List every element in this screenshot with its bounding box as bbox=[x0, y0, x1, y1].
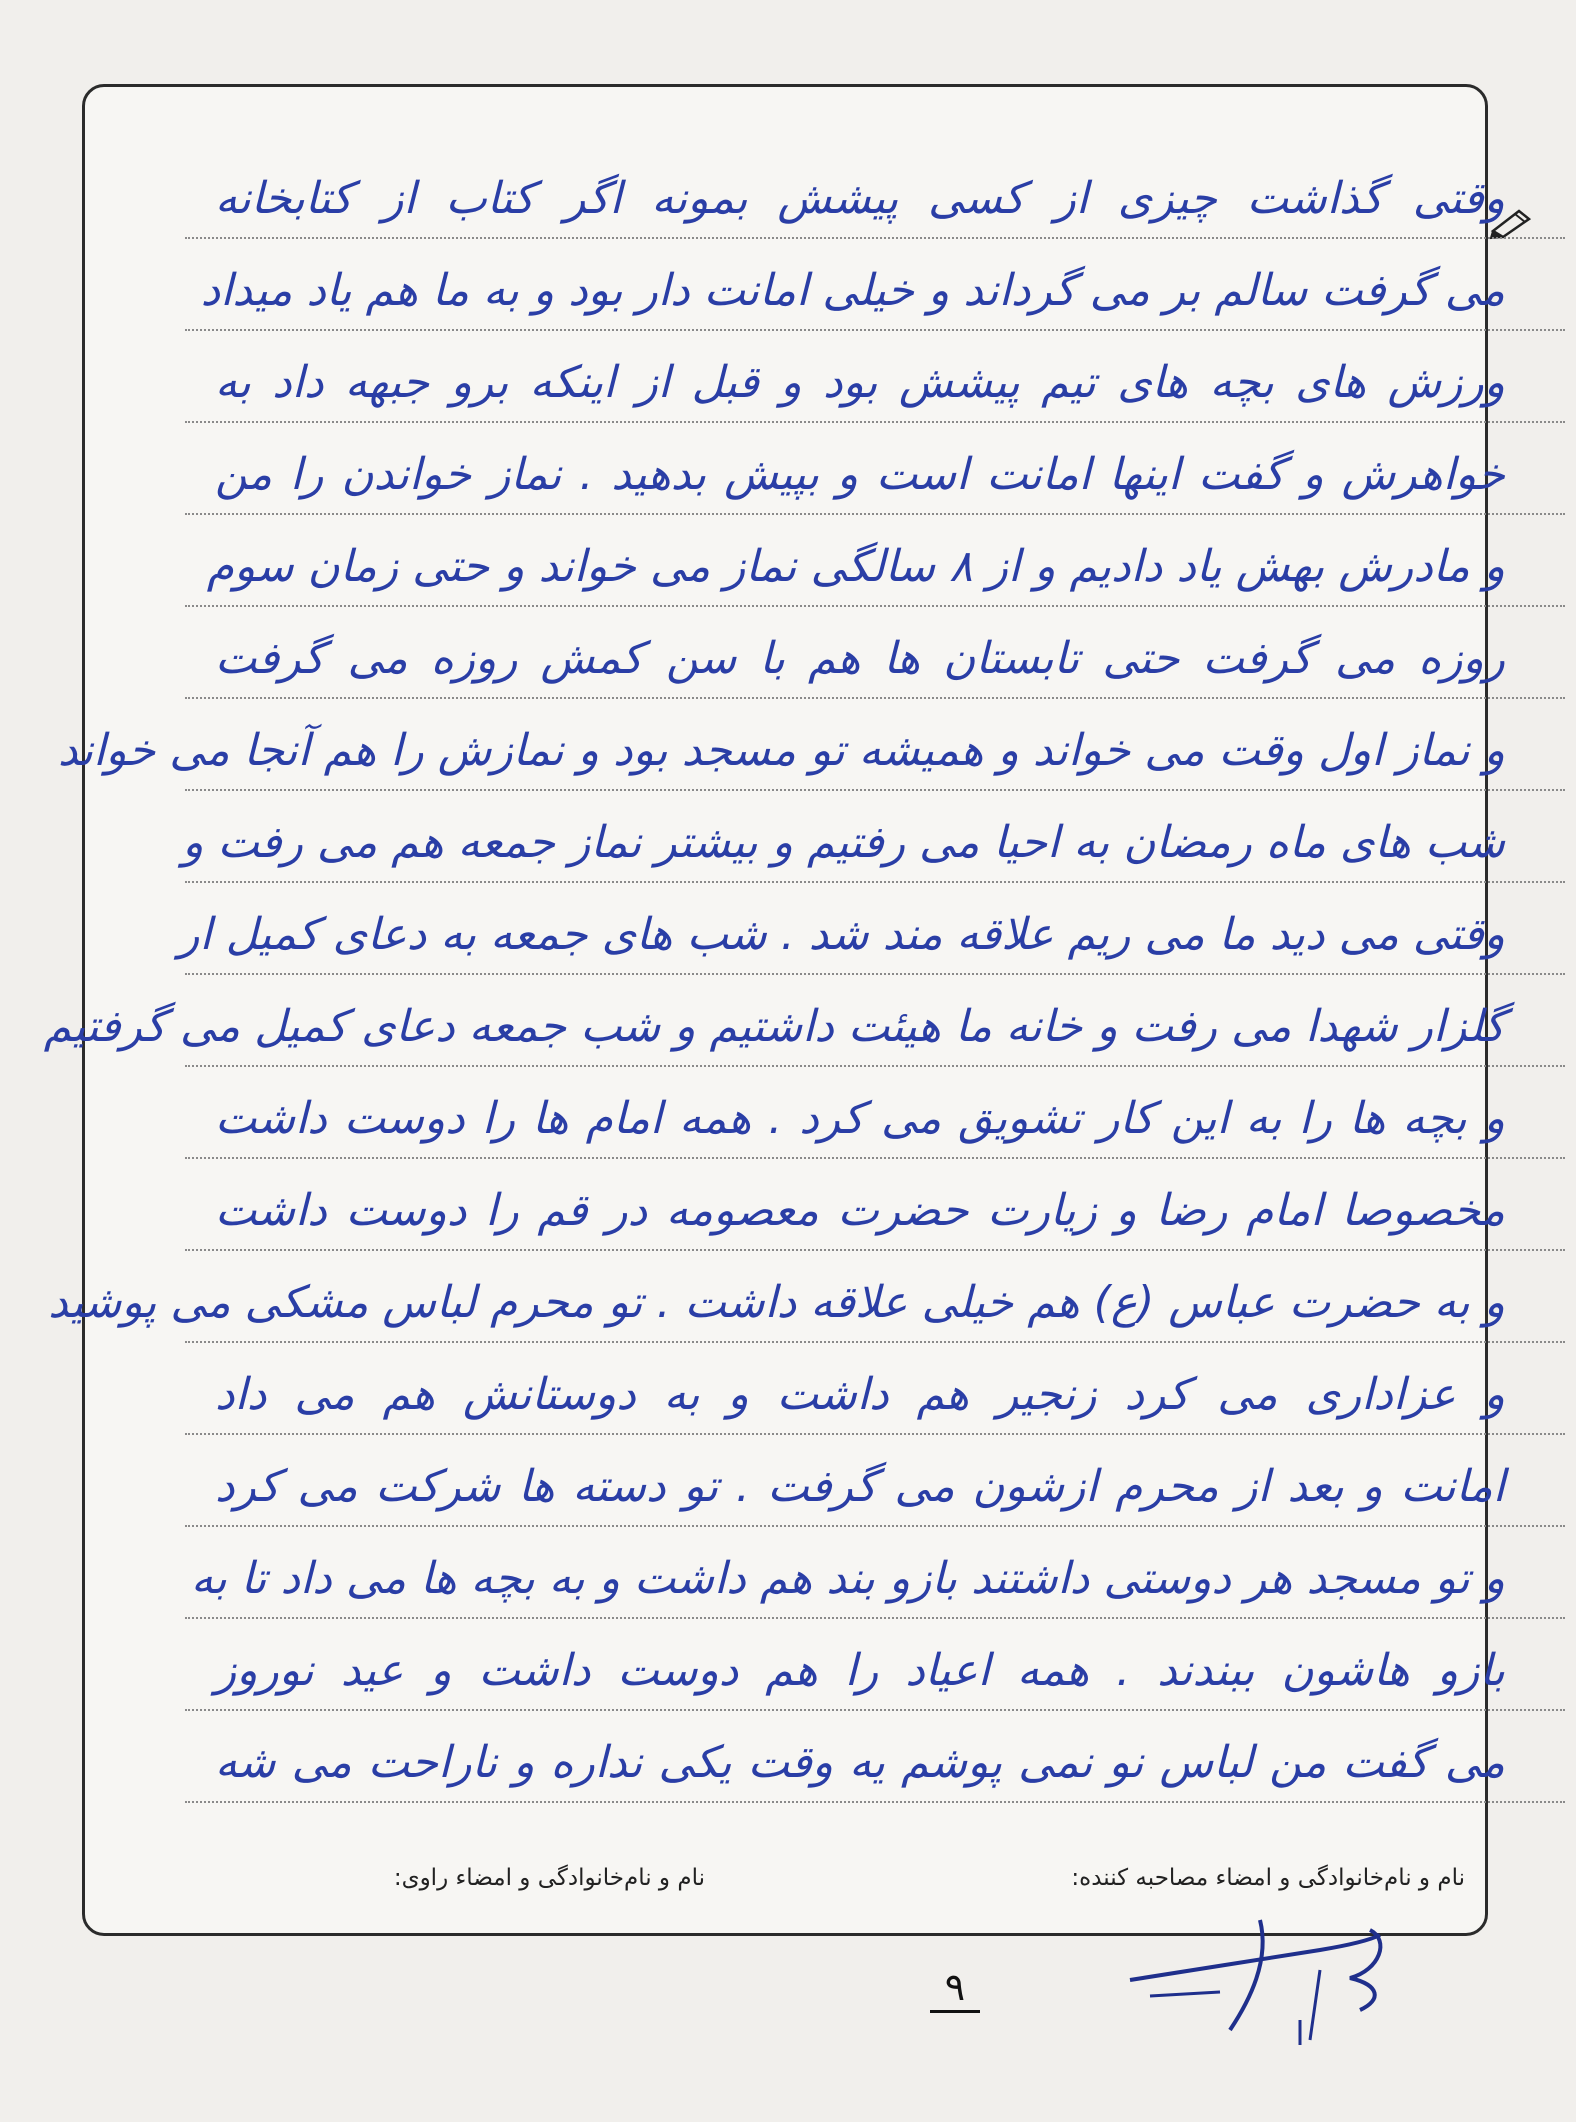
page-number: ۹ bbox=[930, 1964, 980, 2013]
handwritten-line-text: شب های ماه رمضان به احیا می رفتیم و بیشتر نماز جمعه هم می رفت و bbox=[182, 817, 1505, 868]
handwritten-line bbox=[185, 1711, 1565, 1803]
handwritten-line bbox=[185, 331, 1565, 423]
handwritten-line-text: و مادرش بهش یاد دادیم و از ۸ سالگی نماز می خواند و حتی زمان سوم bbox=[206, 541, 1505, 592]
handwritten-line bbox=[178, 883, 1565, 975]
handwritten-line-text: ورزش های بچه های تیم پیشش بود و قبل از اینکه برو جبهه داد به bbox=[215, 357, 1505, 408]
handwritten-line bbox=[43, 975, 1565, 1067]
handwritten-line-text: و بچه ها را به این کار تشویق می کرد . همه امام ها را دوست داشت bbox=[215, 1093, 1505, 1144]
handwritten-line bbox=[185, 1159, 1565, 1251]
handwritten-line bbox=[185, 1435, 1565, 1527]
handwritten-line bbox=[185, 1067, 1565, 1159]
page-frame bbox=[43, 84, 1505, 1936]
handwritten-line bbox=[185, 515, 1565, 607]
handwritten-line-text: گلزار شهدا می رفت و خانه ما هیئت داشتیم و شب جمعه دعای کمیل می گرفتیم bbox=[43, 1001, 1505, 1052]
handwritten-line-text: امانت و بعد از محرم ازشون می گرفت . تو دسته ها شرکت می کرد bbox=[215, 1461, 1505, 1512]
handwritten-line-text: وقتی گذاشت چیزی از کسی پیشش بمونه اگر کتاب از کتابخانه bbox=[215, 173, 1505, 224]
handwritten-line bbox=[185, 1527, 1565, 1619]
narrator-signature-label: نام و نام‌خانوادگی و امضاء راوی: bbox=[393, 1865, 705, 1891]
handwritten-line-text: می گرفت سالم بر می گرداند و خیلی امانت دار بود و به ما هم یاد میداد bbox=[200, 265, 1505, 316]
handwritten-line bbox=[185, 1619, 1565, 1711]
signature-icon bbox=[1110, 1900, 1410, 2050]
handwritten-line-text: وقتی می دید ما می ریم علاقه مند شد . شب های جمعه به دعای کمیل ار bbox=[178, 909, 1505, 960]
handwritten-line bbox=[57, 699, 1565, 791]
handwritten-line-text: و نماز اول وقت می خواند و همیشه تو مسجد بود و نمازش را هم آنجا می خواند bbox=[57, 725, 1505, 776]
handwritten-line bbox=[48, 1251, 1565, 1343]
handwritten-line-text: خواهرش و گفت اینها امانت است و بپیش بدهید . نماز خواندن را من bbox=[215, 449, 1505, 500]
handwritten-line-text: و عزاداری می کرد زنجیر هم داشت و به دوستانش هم می داد bbox=[215, 1369, 1505, 1420]
handwritten-line-text: روزه می گرفت حتی تابستان ها هم با سن کمش روزه می گرفت bbox=[215, 633, 1505, 684]
handwritten-line bbox=[182, 791, 1565, 883]
handwritten-line-text: و به حضرت عباس (ع) هم خیلی علاقه داشت . تو محرم لباس مشکی می پوشید bbox=[48, 1277, 1505, 1328]
handwritten-line bbox=[185, 1343, 1565, 1435]
handwritten-line bbox=[185, 423, 1565, 515]
handwritten-line-text: مخصوصا امام رضا و زیارت حضرت معصومه در قم را دوست داشت bbox=[215, 1185, 1505, 1236]
handwritten-line-text: بازو هاشون ببندند . همه اعیاد را هم دوست داشت و عید نوروز bbox=[215, 1645, 1505, 1696]
handwritten-line bbox=[185, 147, 1565, 239]
handwritten-line bbox=[185, 239, 1565, 331]
handwritten-line-text: و تو مسجد هر دوستی داشتند بازو بند هم داشت و به بچه ها می داد تا به bbox=[190, 1553, 1505, 1604]
interviewer-signature-label: نام و نام‌خانوادگی و امضاء مصاحبه کننده: bbox=[1071, 1865, 1465, 1891]
handwritten-line-text: می گفت من لباس نو نمی پوشم یه وقت یکی نداره و ناراحت می شه bbox=[215, 1737, 1505, 1788]
handwritten-line bbox=[185, 607, 1565, 699]
